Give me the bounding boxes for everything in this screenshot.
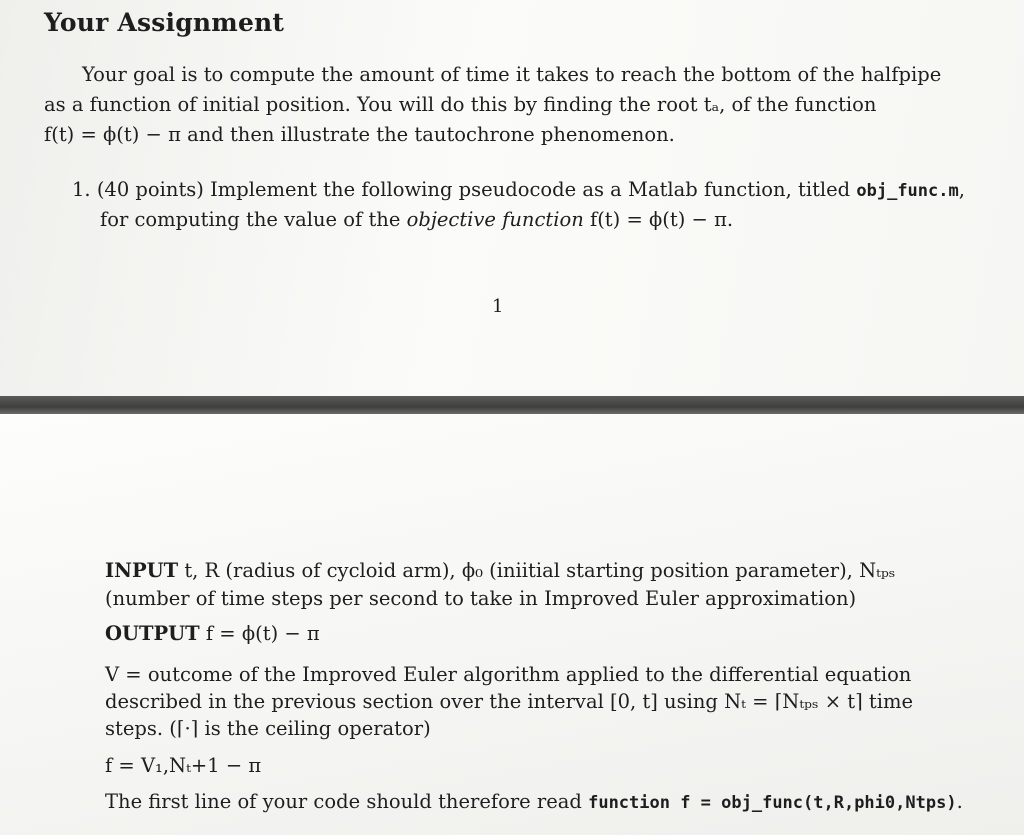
item-number: 1. [72,178,91,201]
file-name: obj_func.m [856,181,959,201]
input-keyword: INPUT [105,559,179,582]
input-line-1 [105,556,895,586]
output-text: f = ϕ(t) − π [199,622,320,645]
input-text: t, R (radius of cycloid arm), ϕ₀ (iniitial starting position parameter), Nₜₚₛ [178,559,896,582]
v-line-3: steps. (⌈·⌉ is the ceiling operator) [105,717,431,740]
page-title: Your Assignment [44,8,285,37]
item-text: for computing the value of the [100,208,407,231]
formula-text: f(t) = ϕ(t) − π. [583,208,734,231]
page-top [0,0,1024,396]
f-line: f = V₁,Nₜ+1 − π [105,754,262,777]
input-line-2: (number of time steps per second to take in Improved Euler approximation) [105,587,857,610]
intro-line-1: Your goal is to compute the amount of time it takes to reach the bottom of the halfpipe [82,63,942,86]
punctuation: , [958,178,965,201]
intro-line-2: as a function of initial position. You will do this by finding the root tₐ, of the function [44,93,877,116]
item-text: Implement the following pseudocode as a Matlab function, titled [203,178,857,201]
page-bottom [0,414,1024,835]
intro-line-3: f(t) = ϕ(t) − π and then illustrate the tautochrone phenomenon. [44,123,675,146]
code-line: function f = obj_func(t,R,phi0,Ntps) [588,793,957,813]
output-keyword: OUTPUT [105,622,200,645]
first-line-instruction [105,787,963,818]
v-line-2: described in the previous section over the interval [0, t] using Nₜ = ⌈Nₜₚₛ × t⌉ time [105,690,914,713]
page-divider [0,396,1024,414]
page-number: 1 [492,296,504,317]
output-line [105,619,320,649]
item-points: (40 points) [96,178,204,201]
instruction-text: The first line of your code should therefore read [105,790,589,813]
emphasis-text: objective function [406,208,584,231]
v-line-1: V = outcome of the Improved Euler algorithm applied to the differential equation [105,663,912,686]
item-1-line-2 [100,205,733,235]
punctuation: . [956,790,963,813]
item-1-line-1 [72,175,965,206]
